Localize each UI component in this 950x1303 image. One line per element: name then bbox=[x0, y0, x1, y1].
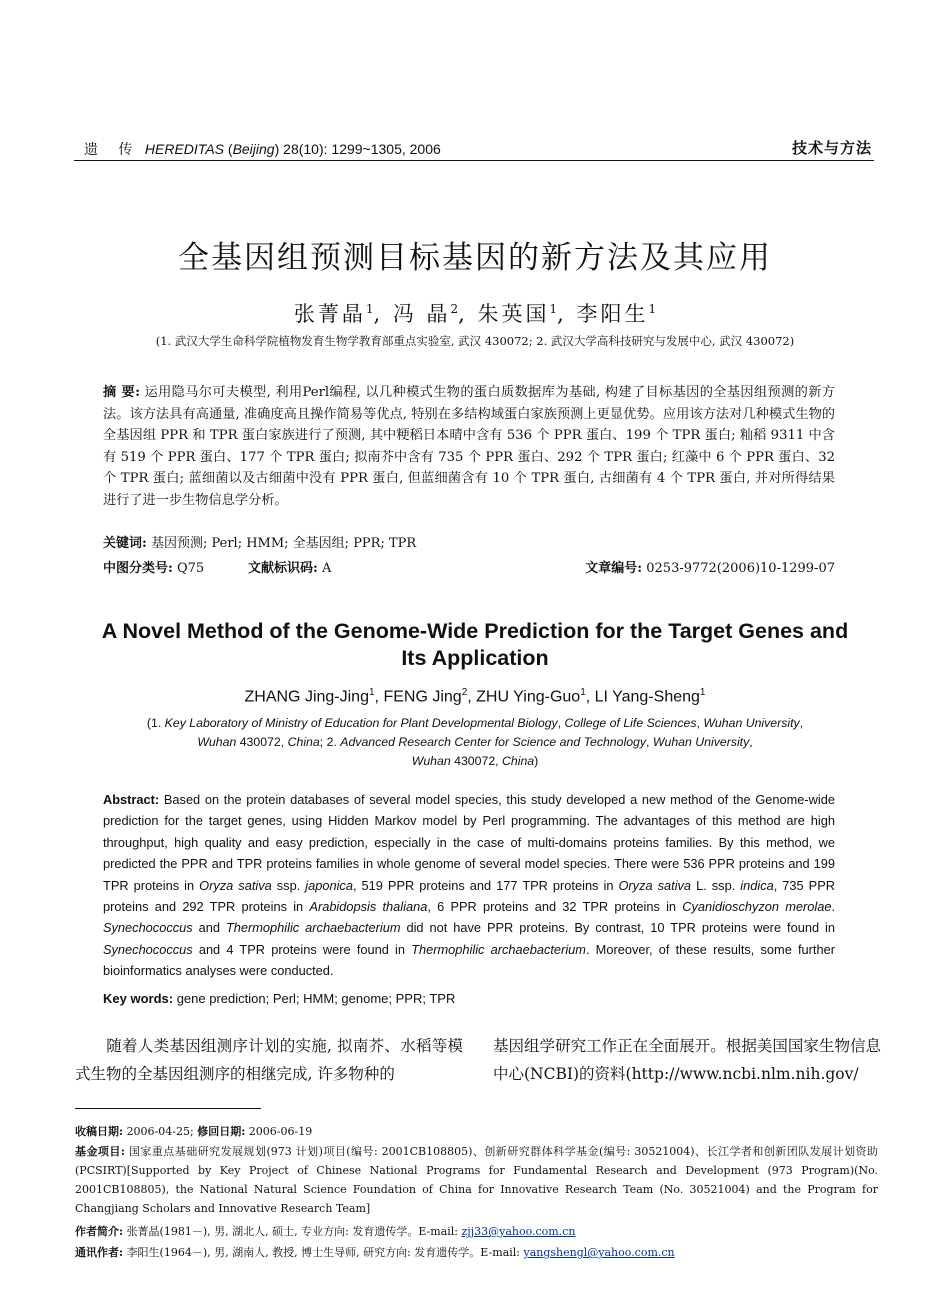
author-cn-1: 张菁晶 bbox=[293, 302, 366, 326]
body-column-left: 随着人类基因组测序计划的实施, 拟南芥、水稻等模式生物的全基因组测序的相继完成, 许多物种的 bbox=[75, 1037, 463, 1083]
abstract-en-label: Abstract: bbox=[103, 792, 160, 807]
keywords-en: Key words: gene prediction; Perl; HMM; genome; PPR; TPR bbox=[103, 991, 456, 1006]
footnote-funding: 基金项目: 国家重点基础研究发展规划(973 计划)项目(编号: 2001CB108805)、创新研究群体科学基金(编号: 30521004)、长江学者和创新团队发展计划资助(PCSIRT)[Supported by Key Project of Chinese National Programs for Fundamental Research and Development (973 Program)(No. 2001CB108805), the National Natural Science Foundation of China for Innovative Research Team (No. 30521004) and the Program for Changjiang Scholars and Innovative Research Team] bbox=[75, 1145, 879, 1215]
footnote-author: 作者简介: 张菁晶(1981－), 男, 湖北人, 硕士, 专业方向: 发育遗传学。E-mail: zjj33@yahoo.com.cn bbox=[75, 1225, 576, 1238]
authors-cn: 张菁晶$^1$, 冯 晶$^2$, 朱英国$^1$, 李阳生$^1$ bbox=[293, 302, 657, 326]
corresponding-email-link[interactable]: yangshengl@yahoo.com.cn bbox=[523, 1246, 675, 1259]
keywords-cn: 关键词: 基因预测; Perl; HMM; 全基因组; PPR; TPR bbox=[103, 536, 417, 551]
journal-name-en: HEREDITAS bbox=[144, 141, 224, 157]
journal-name-cn: 遗 传 bbox=[84, 142, 141, 158]
journal-citation: 28(10): 1299~1305, 2006 bbox=[283, 141, 441, 157]
author-cn-2: 冯 晶 bbox=[392, 302, 451, 326]
abstract-cn-text: 运用隐马尔可夫模型, 利用Perl编程, 以几种模式生物的蛋白质数据库为基础, 构建了目标基因的全基因组预测的新方法。该方法具有高通量, 准确度高且操作简易等优点, 特别在多结构域蛋白家族预测上更显优势。应用该方法对几种模式生物的全基因组 PPR 和 TPR 蛋白家族进行了预测, 其中粳稻日本晴中含有 536 个 PPR 蛋白、199 个 TPR 蛋白; 籼稻 9311 中含有 519 个 PPR 蛋白、177 个 TPR 蛋白; 拟南芥中含有 735 个 PPR 蛋白、292 个 TPR 蛋白; 红藻中 6 个 PPR 蛋白、32 个 TPR 蛋白; 蓝细菌以及古细菌中没有 PPR 蛋白, 但蓝细菌含有 10 个 TPR 蛋白, 古细菌有 4 个 TPR 蛋白, 并对所得结果进行了进一步生物信息学分析。 bbox=[103, 385, 835, 508]
body-column-right: 基因组学研究工作正在全面展开。根据美国国家生物信息中心(NCBI)的资料(http://www.ncbi.nlm.nih.gov/ bbox=[493, 1037, 881, 1083]
footnote-rule bbox=[75, 1108, 261, 1109]
section-label: 技术与方法 bbox=[791, 139, 872, 157]
abstract-cn-label: 摘 要: bbox=[103, 385, 140, 400]
title-en: A Novel Method of the Genome-Wide Prediction for the Target Genes and Its Application bbox=[101, 619, 849, 670]
footnote-dates: 收稿日期: 2006-04-25; 修回日期: 2006-06-19 bbox=[75, 1125, 313, 1138]
header-rule bbox=[74, 160, 874, 161]
author-email-link[interactable]: zjj33@yahoo.com.cn bbox=[461, 1225, 576, 1238]
abstract-en: Abstract: Based on the protein databases of several model species, this study developed a new method of the Genome-wide prediction for the target genes, using Hidden Markov model by Perl programming. The advantages of this method are high throughput, high quality and easy prediction, especially in the case of multi-domains proteins families. By this method, we predicted the PPR and TPR proteins families in whole genome of several model species. There were 536 PPR proteins and 199 TPR proteins in Oryza sativa ssp. japonica, 519 PPR proteins and 177 TPR proteins in Oryza sativa L. ssp. indica, 735 PPR proteins and 292 TPR proteins in Arabidopsis thaliana, 6 PPR proteins and 32 TPR proteins in Cyanidioschyzon merolae. Synechococcus and Thermophilic archaebacterium did not have PPR proteins. By contrast, 10 TPR proteins were found in Synechococcus and 4 TPR proteins were found in Thermophilic archaebacterium. Moreover, of these results, some further bioinformatics analyses were conducted. bbox=[103, 792, 836, 979]
classification-row: 中图分类号: Q75 文献标识码: A 文章编号: 0253-9772(2006)10-1299-07 bbox=[103, 561, 835, 576]
footnote-corresponding: 通讯作者: 李阳生(1964－), 男, 湖南人, 教授, 博士生导师, 研究方向: 发育遗传学。E-mail: yangshengl@yahoo.com.cn bbox=[75, 1246, 675, 1259]
journal-city: Beijing bbox=[232, 141, 275, 157]
abstract-cn bbox=[103, 382, 835, 512]
affiliation-en: (1. Key Laboratory of Ministry of Education for Plant Developmental Biology, College of Life Sciences, Wuhan University, Wuhan 430072, China; 2. Advanced Research Center for Science and Technology, Wuhan University, Wuhan 430072, China) bbox=[146, 716, 804, 768]
affiliation-cn: (1. 武汉大学生命科学院植物发育生物学教育部重点实验室, 武汉 430072; 2. 武汉大学高科技研究与发展中心, 武汉 430072) bbox=[155, 334, 795, 348]
title-cn: 全基因组预测目标基因的新方法及其应用 bbox=[178, 240, 772, 276]
authors-en: ZHANG Jing-Jing$^1$, FENG Jing$^2$, ZHU Ying-Guo$^1$, LI Yang-Sheng$^1$ bbox=[244, 687, 706, 706]
author-cn-3: 朱英国 bbox=[477, 302, 550, 326]
author-cn-4: 李阳生 bbox=[576, 302, 649, 326]
running-header-citation: 遗 传 HEREDITAS (Beijing) 28(10): 1299~1305, 2006 bbox=[84, 141, 441, 158]
